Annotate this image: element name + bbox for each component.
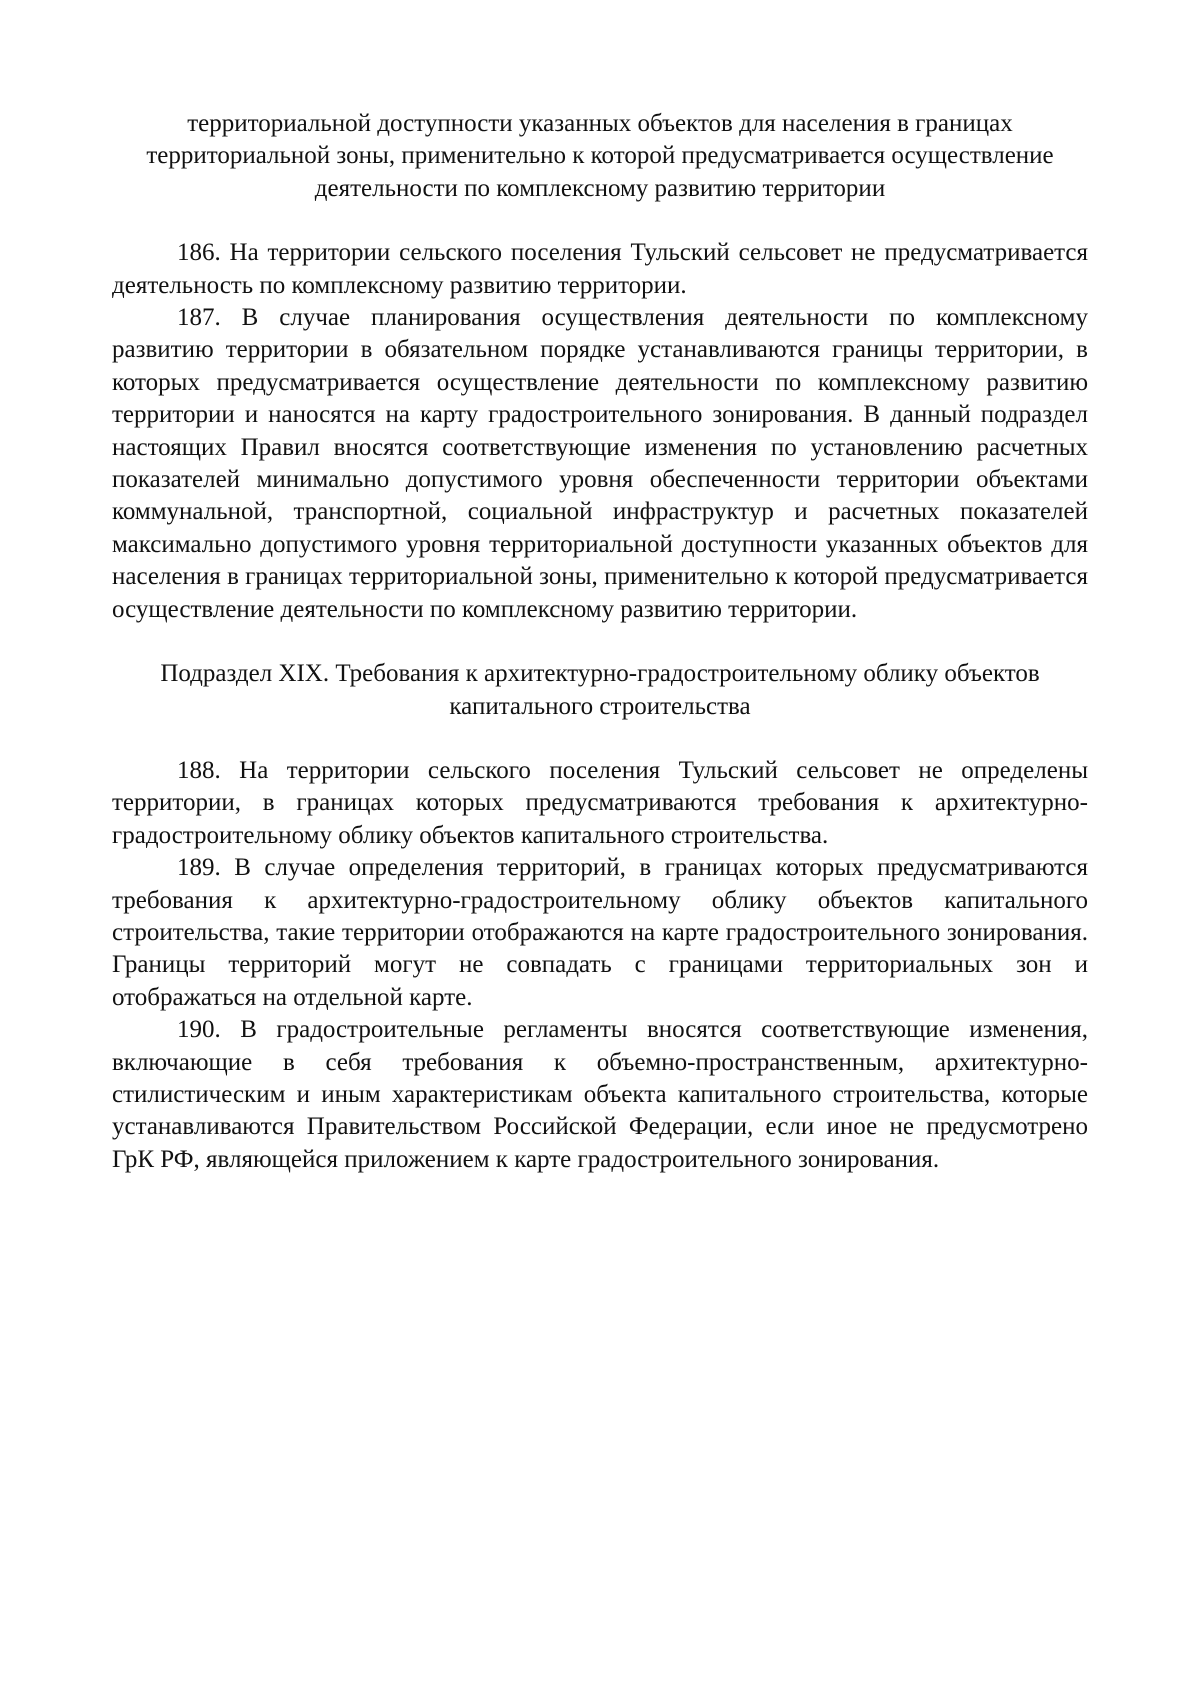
section-heading <box>112 658 1088 723</box>
document-page <box>112 108 1088 1176</box>
heading-line: территориальной доступности указанных объектов для населения в границах <box>187 110 1013 137</box>
heading-line: Подраздел XIX. Требования к архитектурно-градостроительному облику объектов <box>160 660 1040 688</box>
heading-line: деятельности по комплексному развитию территории <box>314 174 886 202</box>
heading-line: капитального строительства <box>449 692 751 720</box>
paragraph-188: 188. На территории сельского поселения Тульский сельсовет не определены территории, в границах которых предусматриваются требования к архитектурно-градостроительному облику объектов капитального строительства. <box>112 756 1088 849</box>
paragraph-189: 189. В случае определения территорий, в границах которых предусматриваются требования к архитектурно-градостроительному облику объектов капитального строительства, такие территории отображаются на карте градостроительного зонирования. Границы территорий могут не совпадать с границами территориальных зон и отображаться на отдельной карте. <box>112 854 1088 1011</box>
spacer <box>112 723 1088 755</box>
paragraph-190: 190. В градостроительные регламенты вносятся соответствующие изменения, включающие в себя требования к объемно-пространственным, архитектурно-стилистическим и иным характеристикам объекта капитального строительства, которые устанавливаются Правительством Российской Федерации, если иное не предусмотрено ГрК РФ, являющейся приложением к карте градостроительного зонирования. <box>112 1016 1088 1173</box>
heading-continued <box>112 108 1088 205</box>
spacer <box>112 626 1088 658</box>
paragraph-187: 187. В случае планирования осуществления деятельности по комплексному развитию территории в обязательном порядке устанавливаются границы территории, в которых предусматривается осуществление деятельности по комплексному развитию территории и наносятся на карту градостроительного зонирования. В данный подраздел настоящих Правил вносятся соответствующие изменения по установлению расчетных показателей минимально допустимого уровня обеспеченности территории объектами коммунальной, транспортной, социальной инфраструктур и расчетных показателей максимально допустимого уровня территориальной доступности указанных объектов для населения в границах территориальной зоны, применительно к которой предусматривается осуществление деятельности по комплексному развитию территории. <box>112 304 1088 623</box>
spacer <box>112 205 1088 237</box>
heading-line: территориальной зоны, применительно к которой предусматривается осуществление <box>146 142 1054 170</box>
paragraph-186: 186. На территории сельского поселения Тульский сельсовет не предусматривается деятельность по комплексному развитию территории. <box>112 239 1088 299</box>
